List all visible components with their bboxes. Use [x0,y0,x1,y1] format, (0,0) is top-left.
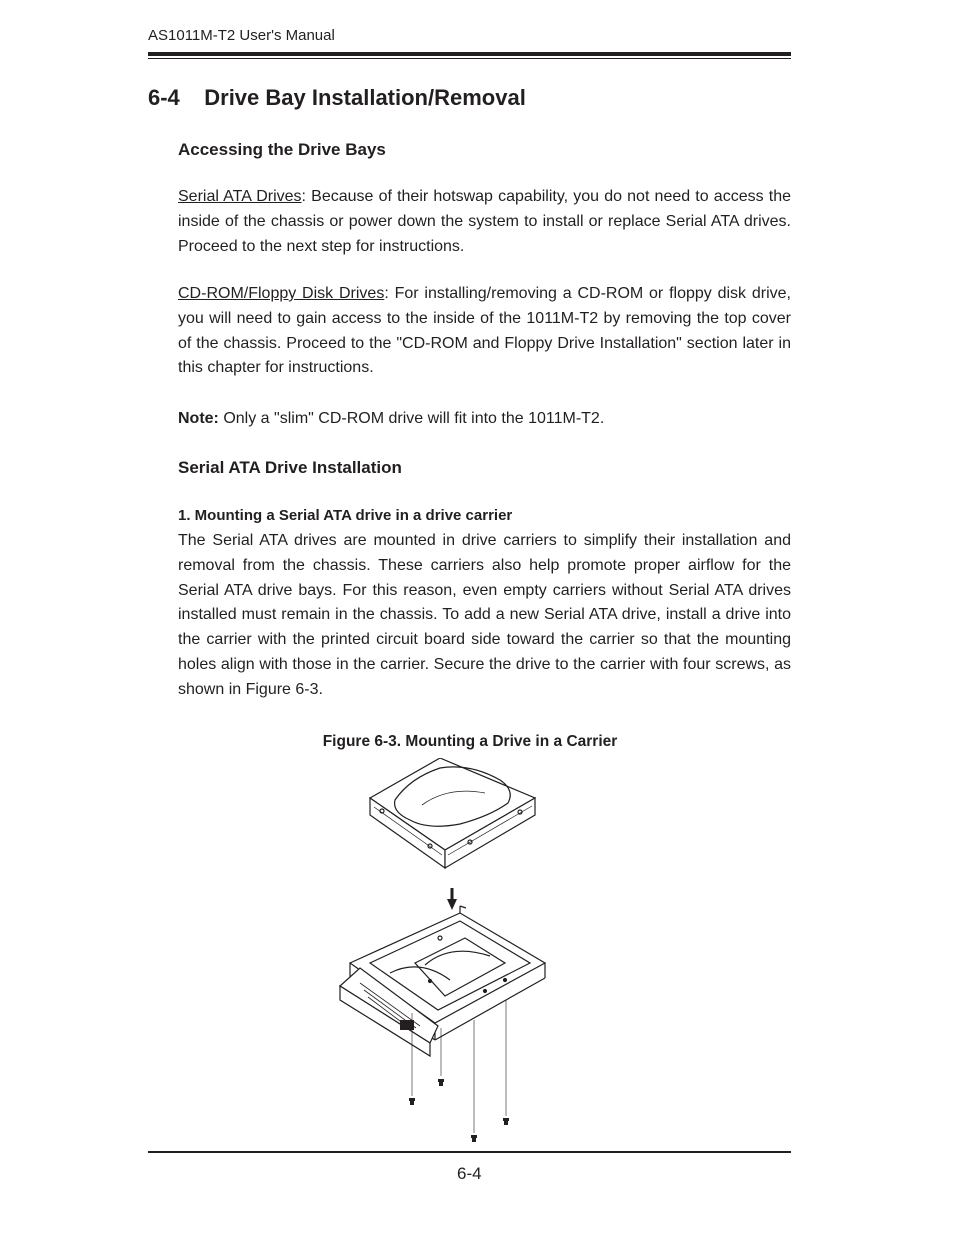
note-paragraph [178,407,791,432]
accessing-heading: Accessing the Drive Bays [178,140,386,159]
sata-label: Serial ATA Drives [178,188,302,205]
cdrom-paragraph [178,282,791,381]
step1-title: 1. Mounting a Serial ATA drive in a drive carrier [178,507,513,524]
installation-heading: Serial ATA Drive Installation [178,458,402,477]
sata-text: : Because of their hotswap capability, you do not need to access the inside of the chassis or power down the system to install or replace Serial ATA drives. Proceed to the next step for instructions. [178,188,792,255]
sata-paragraph [178,185,791,259]
page-number: 6-4 [457,1164,482,1183]
header-rule [148,52,791,56]
section-name: Drive Bay Installation/Removal [204,85,526,110]
note-label: Note: [178,410,219,427]
screw-icon [471,1135,477,1142]
section-number: 6-4 [148,85,180,110]
screw-icon [409,1098,415,1105]
drive-carrier-illustration [340,906,545,1056]
down-arrow-icon [447,888,457,910]
cdrom-label: CD-ROM/Floppy Disk Drives [178,285,385,302]
cdrom-text: : For installing/removing a CD-ROM or floppy disk drive, you will need to gain access to the inside of the 1011M-T2 by removing the top cover of the chassis. Proceed to the "CD-ROM and Floppy Drive Installation" section later in this chapter for instructions. [178,285,791,377]
manual-title: AS1011M-T2 User's Manual [148,27,335,44]
screw-icon [503,1118,509,1125]
note-text: Only a "slim" CD-ROM drive will fit into the 1011M-T2. [218,410,605,427]
drive-carrier-figure [330,758,560,1150]
header-rule-thin [148,58,791,59]
screw-icons [409,1079,509,1142]
step1-paragraph: The Serial ATA drives are mounted in drive carriers to simplify their installation and removal from the chassis. These carriers also help promote proper airflow for the Serial ATA drive bays. For this reason, even empty carriers without Serial ATA drives installed must remain in the chassis. To add a new Serial ATA drive, install a drive into the carrier with the printed circuit board side toward the carrier so that the mounting holes align with those in the carrier. Secure the drive to the carrier with four screws, as shown in Figure 6-3. [178,532,791,698]
figure-caption: Figure 6-3. Mounting a Drive in a Carrier [322,733,618,750]
footer-rule [148,1151,791,1153]
screw-icon [438,1079,444,1086]
hard-drive-illustration [370,758,535,868]
section-title [148,85,526,111]
